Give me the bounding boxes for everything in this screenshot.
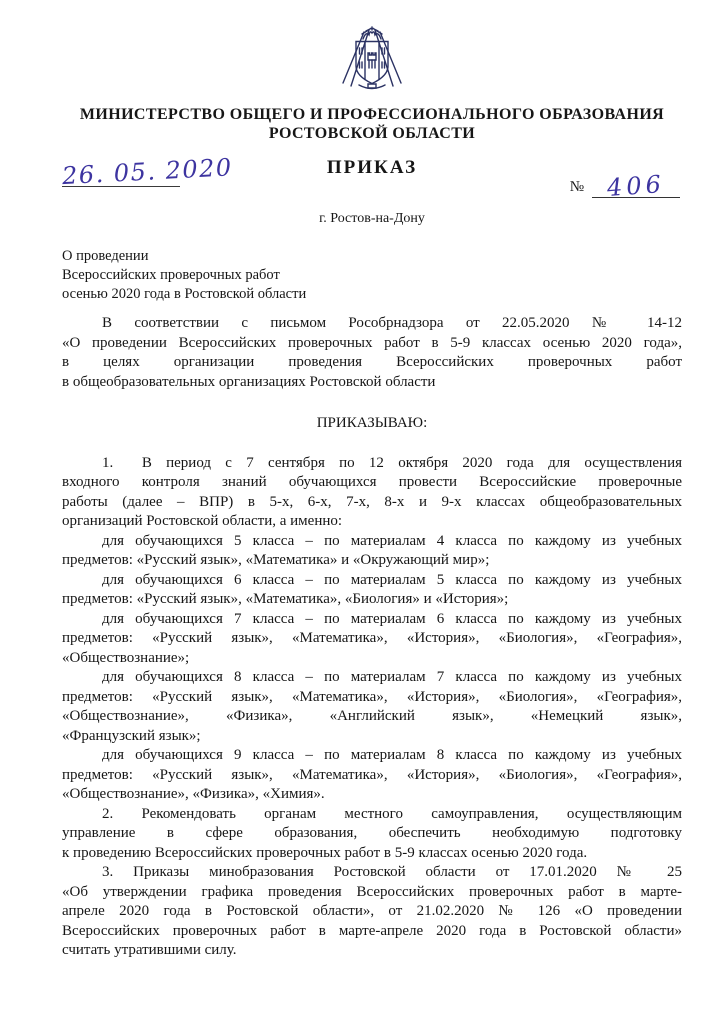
subject-block — [62, 247, 682, 304]
handwritten-number: 406 — [606, 170, 666, 202]
text-line: управление в сфере образования, обеспечить необходимую подготовку — [62, 825, 682, 841]
text-line: работы (далее – ВПР) в 5-х, 6-х, 7-х, 8-х и 9-х классах общеобразовательных — [62, 493, 682, 510]
text-line: предметов: «Русский язык», «Математика» и «Окружающий мир»; — [62, 552, 490, 568]
text-line: «Об утверждении графика проведения Всероссийских проверочных работ в марте- — [62, 883, 682, 900]
text-line: для обучающихся 7 класса – по материалам 6 класса по каждому из учебных — [102, 610, 682, 627]
text-line: предметов: «Русский язык», «Математика», «История», «Биология», «География», — [62, 630, 682, 646]
text-line: 2. Рекомендовать органам местного самоуправления, осуществляющим — [102, 805, 682, 822]
document-body — [62, 314, 682, 961]
city-line: г. Ростов-на-Дону — [319, 211, 425, 226]
subject-line: О проведении — [62, 248, 149, 264]
ministry-name-line1: МИНИСТЕРСТВО ОБЩЕГО И ПРОФЕССИОНАЛЬНОГО ОБРАЗОВАНИЯ — [79, 106, 665, 123]
text-line: для обучающихся 8 класса – по материалам 7 класса по каждому из учебных — [102, 669, 682, 685]
text-line: к проведению Всероссийских проверочных работ в 5-9 классах осенью 2020 года. — [62, 844, 588, 861]
subject-line: Всероссийских проверочных работ — [62, 267, 280, 283]
text-line: «Французский язык»; — [62, 727, 201, 744]
text-line: для обучающихся 6 класса – по материалам 5 класса по каждому из учебных — [102, 571, 682, 588]
document-type-title: ПРИКАЗ — [326, 157, 418, 178]
text-line: считать утратившими силу. — [62, 942, 237, 958]
subject-line: осенью 2020 года в Ростовской области — [62, 286, 307, 302]
text-line: «Обществознание»; — [62, 649, 190, 666]
text-line: предметов: «Русский язык», «Математика», «Биология» и «История»; — [62, 591, 509, 607]
text-line: «О проведении Всероссийских проверочных работ в 5-9 классах осенью 2020 года», — [62, 334, 682, 351]
text-line: для обучающихся 9 класса – по материалам 8 класса по каждому из учебных — [102, 747, 682, 763]
text-line: «Обществознание», «Физика», «Английский язык», «Немецкий язык», — [62, 708, 682, 724]
number-underline — [592, 169, 680, 202]
text-line: организаций Ростовской области, а именно: — [62, 513, 343, 529]
text-line: предметов: «Русский язык», «Математика», «История», «Биология», «География», — [62, 766, 682, 783]
text-line: ПРИКАЗЫВАЮ: — [316, 415, 428, 431]
text-line: предметов: «Русский язык», «Математика», «История», «Биология», «География», — [62, 688, 682, 705]
rostov-coat-of-arms-icon — [331, 26, 413, 92]
text-line: В соответствии с письмом Рособрнадзора от 22.05.2020 № 14-12 — [102, 315, 682, 331]
text-line: входного контроля знаний обучающихся провести Всероссийские проверочные — [62, 474, 682, 490]
number-field — [569, 169, 680, 202]
text-line: «Обществознание», «Физика», «Химия». — [62, 786, 325, 802]
handwritten-date: 26. 05. 2020 — [61, 153, 234, 191]
text-line: Всероссийских проверочных работ в марте-апреле 2020 года в Ростовской области» — [62, 922, 682, 939]
text-line: 3. Приказы минобразования Ростовской области от 17.01.2020 № 25 — [102, 864, 682, 880]
ministry-name-line2: РОСТОВСКОЙ ОБЛАСТИ — [268, 125, 476, 142]
text-line: в целях организации проведения Всероссийских проверочных работ — [62, 354, 682, 370]
number-sign: № — [569, 179, 584, 195]
text-line: апреле 2020 года в Ростовской области», от 21.02.2020 № 126 «О проведении — [62, 903, 682, 919]
text-line: в общеобразовательных организациях Ростовской области — [62, 373, 436, 390]
text-line: 1. В период с 7 сентября по 12 октября 2020 года для осуществления — [102, 454, 682, 471]
text-line: для обучающихся 5 класса – по материалам 4 класса по каждому из учебных — [102, 532, 682, 549]
order-title-row — [61, 153, 682, 207]
